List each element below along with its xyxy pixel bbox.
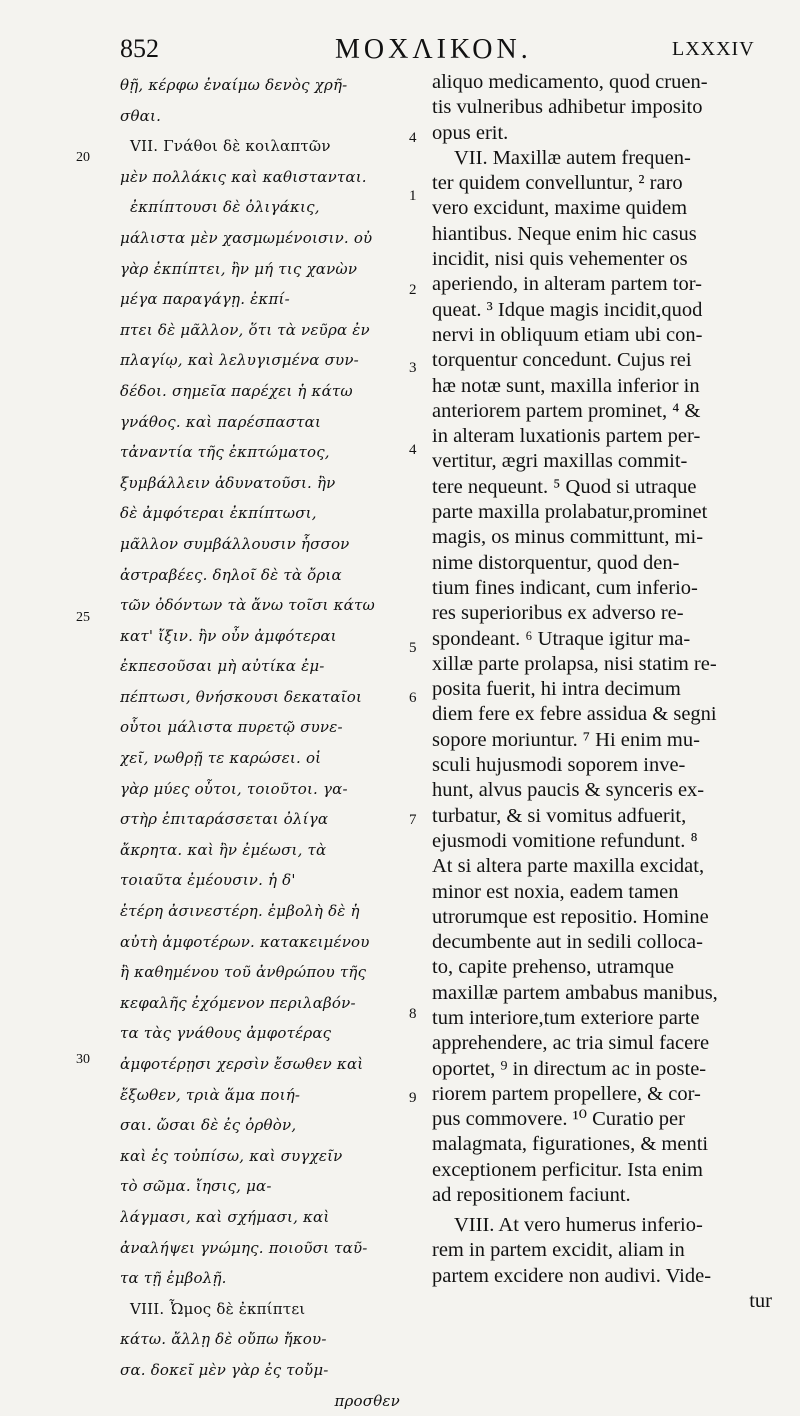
greek-line: ξυμβάλλειν ἀδυνατοῦσι. ἢν bbox=[120, 473, 336, 492]
latin-line: riorem partem propellere, & cor- bbox=[432, 1082, 701, 1105]
latin-line: magis, os minus committunt, mi- bbox=[432, 526, 704, 549]
greek-line: γὰρ ἐκπίπτει, ἢν μή τις χανὼν bbox=[120, 259, 358, 278]
margin-line-number: 25 bbox=[76, 610, 90, 625]
latin-line: decumbente aut in sedili colloca- bbox=[432, 931, 703, 954]
latin-line: queat. ³ Idque magis incidit,quod bbox=[432, 298, 703, 321]
latin-line: At si altera parte maxilla excidat, bbox=[432, 855, 705, 878]
latin-line: aliquo medicamento, quod cruen- bbox=[432, 71, 708, 93]
latin-line: hiantibus. Neque enim hic casus bbox=[432, 222, 697, 245]
latin-line: rem in partem excidit, aliam in bbox=[432, 1239, 685, 1262]
latin-line: incidit, nisi quis vehementer os bbox=[432, 248, 688, 271]
latin-line: oportet, ⁹ in directum ac in poste- bbox=[432, 1057, 707, 1080]
latin-line: tum interiore,tum exteriore parte bbox=[432, 1006, 700, 1029]
greek-line: σθαι. bbox=[120, 106, 162, 125]
latin-catchword: tur bbox=[749, 1289, 772, 1312]
greek-line: μὲν πολλάκις καὶ καθιστανται. bbox=[120, 167, 367, 186]
greek-line: ἐκπίπτουσι δὲ ὀλιγάκις, bbox=[130, 198, 320, 217]
latin-line: pus commovere. ¹⁰ Curatio per bbox=[432, 1108, 685, 1131]
latin-line: utrorumque est repositio. Homine bbox=[432, 905, 709, 928]
latin-line: nervi in obliquum etiam ubi con- bbox=[432, 323, 703, 346]
center-marker: 4 bbox=[409, 130, 417, 146]
greek-line: θῇ, κέρφω ἐναίμω δενὸς χρῆ- bbox=[120, 76, 348, 94]
greek-line: τὸ σῶμα. ἴησις, μα- bbox=[120, 1177, 272, 1196]
greek-column bbox=[120, 70, 410, 1416]
latin-line: anteriorem partem prominet, ⁴ & bbox=[432, 399, 701, 422]
center-marker: 1 bbox=[409, 188, 417, 204]
latin-line: maxillæ partem ambabus manibus, bbox=[432, 981, 718, 1004]
greek-line: ἑτέρη ἀσινεστέρη. ἐμβολὴ δὲ ἡ bbox=[120, 902, 360, 921]
margin-line-number: 30 bbox=[76, 1052, 90, 1067]
latin-line: diem fere ex febre assidua & segni bbox=[432, 703, 717, 726]
greek-line: κεφαλῆς ἐχόμενον περιλαβόν- bbox=[120, 993, 356, 1012]
latin-column bbox=[432, 70, 772, 1314]
greek-line: πέπτωσι, θνήσκουσι δεκαταῖοι bbox=[120, 687, 363, 706]
greek-line: σαι. ὤσαι δὲ ἐς ὀρθὸν, bbox=[120, 1116, 297, 1135]
greek-line: γνάθος. καὶ παρέσπασται bbox=[120, 412, 322, 431]
latin-line: hæ notæ sunt, maxilla inferior in bbox=[432, 374, 700, 397]
center-marker: 2 bbox=[409, 282, 417, 298]
running-head: ΜΟΧΛΙΚΟΝ. bbox=[335, 34, 532, 65]
latin-line: posita fuerit, hi intra decimum bbox=[432, 678, 681, 701]
greek-line: ἄκρητα. καὶ ἢν ἐμέωσι, τὰ bbox=[120, 840, 327, 859]
greek-line: πτει δὲ μᾶλλον, ὅτι τὰ νεῦρα ἐν bbox=[120, 320, 370, 339]
latin-line: minor est noxia, eadem tamen bbox=[432, 880, 679, 903]
greek-line: ἐκπεσοῦσαι μὴ αὐτίκα ἐμ- bbox=[120, 657, 325, 676]
latin-line: xillæ parte prolapsa, nisi statim re- bbox=[432, 652, 717, 675]
latin-line: spondeant. ⁶ Utraque igitur ma- bbox=[432, 627, 691, 650]
latin-line: tium fines indicant, cum inferio- bbox=[432, 576, 698, 599]
greek-line: ἔξωθεν, τριὰ ἅμα ποιή- bbox=[120, 1085, 301, 1104]
center-marker: 6 bbox=[409, 690, 417, 706]
greek-line: λάγμασι, καὶ σχήμασι, καὶ bbox=[120, 1207, 330, 1226]
greek-line: τοιαῦτα ἐμέουσιν. ἡ δ' bbox=[120, 871, 296, 890]
center-marker: 7 bbox=[409, 812, 417, 828]
latin-line: tis vulneribus adhibetur imposito bbox=[432, 96, 703, 119]
center-marker: 4 bbox=[409, 442, 417, 458]
center-marker: 5 bbox=[409, 640, 417, 656]
latin-line: exceptionem perficitur. Ista enim bbox=[432, 1158, 703, 1181]
greek-line: ἀμφοτέρῃσι χερσὶν ἔσωθεν καὶ bbox=[120, 1055, 364, 1073]
center-marker: 9 bbox=[409, 1090, 417, 1106]
latin-line: opus erit. bbox=[432, 121, 509, 144]
latin-section-heading: VIII. At vero humerus inferio- bbox=[454, 1214, 703, 1237]
latin-line: to, capite prehenso, utramque bbox=[432, 956, 674, 979]
greek-line: σα. δοκεῖ μὲν γὰρ ἐς τοὔμ- bbox=[120, 1360, 329, 1379]
latin-line: in alteram luxationis partem per- bbox=[432, 425, 701, 448]
latin-line: nime distorquentur, quod den- bbox=[432, 551, 680, 574]
greek-line: μέγα παραγάγῃ. ἐκπί- bbox=[120, 290, 290, 309]
latin-line: turbatur, & si vomitus adfuerit, bbox=[432, 804, 687, 827]
greek-line: αὐτὴ ἀμφοτέρων. κατακειμένου bbox=[120, 932, 370, 951]
greek-line: τα τὰς γνάθους ἀμφοτέρας bbox=[120, 1024, 332, 1043]
latin-line: apprehendere, ac tria simul facere bbox=[432, 1032, 710, 1055]
latin-line: malagmata, figurationes, & menti bbox=[432, 1133, 709, 1156]
latin-line: sculi hujusmodi soporem inve- bbox=[432, 754, 686, 777]
greek-line: μᾶλλον συμβάλλουσιν ἧσσον bbox=[120, 534, 350, 553]
page-number: 852 bbox=[120, 34, 159, 63]
greek-section-heading: VII. Γνάθοι δὲ κοιλαπτῶν bbox=[130, 137, 331, 156]
greek-section-heading: VIII. Ὦμος δὲ ἐκπίπτει bbox=[130, 1299, 306, 1318]
latin-line: res superioribus ex adverso re- bbox=[432, 602, 684, 625]
greek-line: τα τῇ ἐμβολῇ. bbox=[120, 1269, 227, 1288]
greek-line: δέδοι. σημεῖα παρέχει ἡ κάτω bbox=[120, 381, 353, 400]
latin-line: ejusmodi vomitione refundunt. ⁸ bbox=[432, 829, 698, 852]
greek-line: κάτω. ἄλλῃ δὲ οὔπω ἤκου- bbox=[120, 1330, 327, 1349]
page-header bbox=[0, 34, 800, 74]
greek-line: κατ' ἴξιν. ἢν οὖν ἀμφότεραι bbox=[120, 626, 337, 645]
latin-line: ad repositionem faciunt. bbox=[432, 1184, 631, 1207]
greek-line: ἢ καθημένου τοῦ ἀνθρώπου τῆς bbox=[120, 963, 367, 982]
latin-line: sopore moriuntur. ⁷ Hi enim mu- bbox=[432, 728, 700, 751]
greek-line: δὲ ἀμφότεραι ἐκπίπτωσι, bbox=[120, 504, 317, 523]
greek-line: στὴρ ἐπιταράσσεται ὀλίγα bbox=[120, 810, 329, 829]
margin-line-number: 20 bbox=[76, 150, 90, 165]
latin-line: parte maxilla prolabatur,prominet bbox=[432, 501, 708, 524]
latin-line: aperiendo, in alteram partem tor- bbox=[432, 273, 702, 296]
latin-section-heading: VII. Maxillæ autem frequen- bbox=[454, 146, 691, 169]
latin-line: torquentur concedunt. Cujus rei bbox=[432, 349, 692, 372]
latin-line: vertitur, ægri maxillas commit- bbox=[432, 450, 688, 473]
greek-line: ἀστραβέες. δηλοῖ δὲ τὰ ὄρια bbox=[120, 565, 342, 584]
greek-line: μάλιστα μὲν χασμωμένοισιν. οὐ bbox=[120, 228, 373, 247]
greek-line: οὗτοι μάλιστα πυρετῷ συνε- bbox=[120, 718, 343, 737]
greek-line: τῶν ὀδόντων τὰ ἄνω τοῖσι κάτω bbox=[120, 596, 375, 615]
latin-line: partem excidere non audivi. Vide- bbox=[432, 1264, 712, 1287]
latin-line: tere nequeunt. ⁵ Quod si utraque bbox=[432, 475, 697, 498]
center-marker: 8 bbox=[409, 1006, 417, 1022]
latin-line: ter quidem convelluntur, ² raro bbox=[432, 172, 683, 195]
latin-line: vero excidunt, maxime quidem bbox=[432, 197, 688, 220]
greek-catchword: προσθεν bbox=[334, 1391, 400, 1410]
greek-line: γὰρ μύες οὗτοι, τοιοῦτοι. γα- bbox=[120, 779, 348, 798]
latin-line: hunt, alvus paucis & synceris ex- bbox=[432, 779, 705, 802]
greek-line: ἀναλήψει γνώμης. ποιοῦσι ταῦ- bbox=[120, 1238, 368, 1257]
greek-line: πλαγίῳ, καὶ λελυγισμένα συν- bbox=[120, 351, 359, 370]
center-marker: 3 bbox=[409, 360, 417, 376]
greek-line: τἀναντία τῆς ἐκπτώματος, bbox=[120, 443, 330, 462]
folio-number: LXXXIV bbox=[672, 38, 755, 60]
greek-line: καὶ ἐς τοὐπίσω, καὶ συγχεῖν bbox=[120, 1146, 343, 1165]
greek-line: χεῖ, νωθρῇ τε καρώσει. οἱ bbox=[120, 749, 322, 768]
